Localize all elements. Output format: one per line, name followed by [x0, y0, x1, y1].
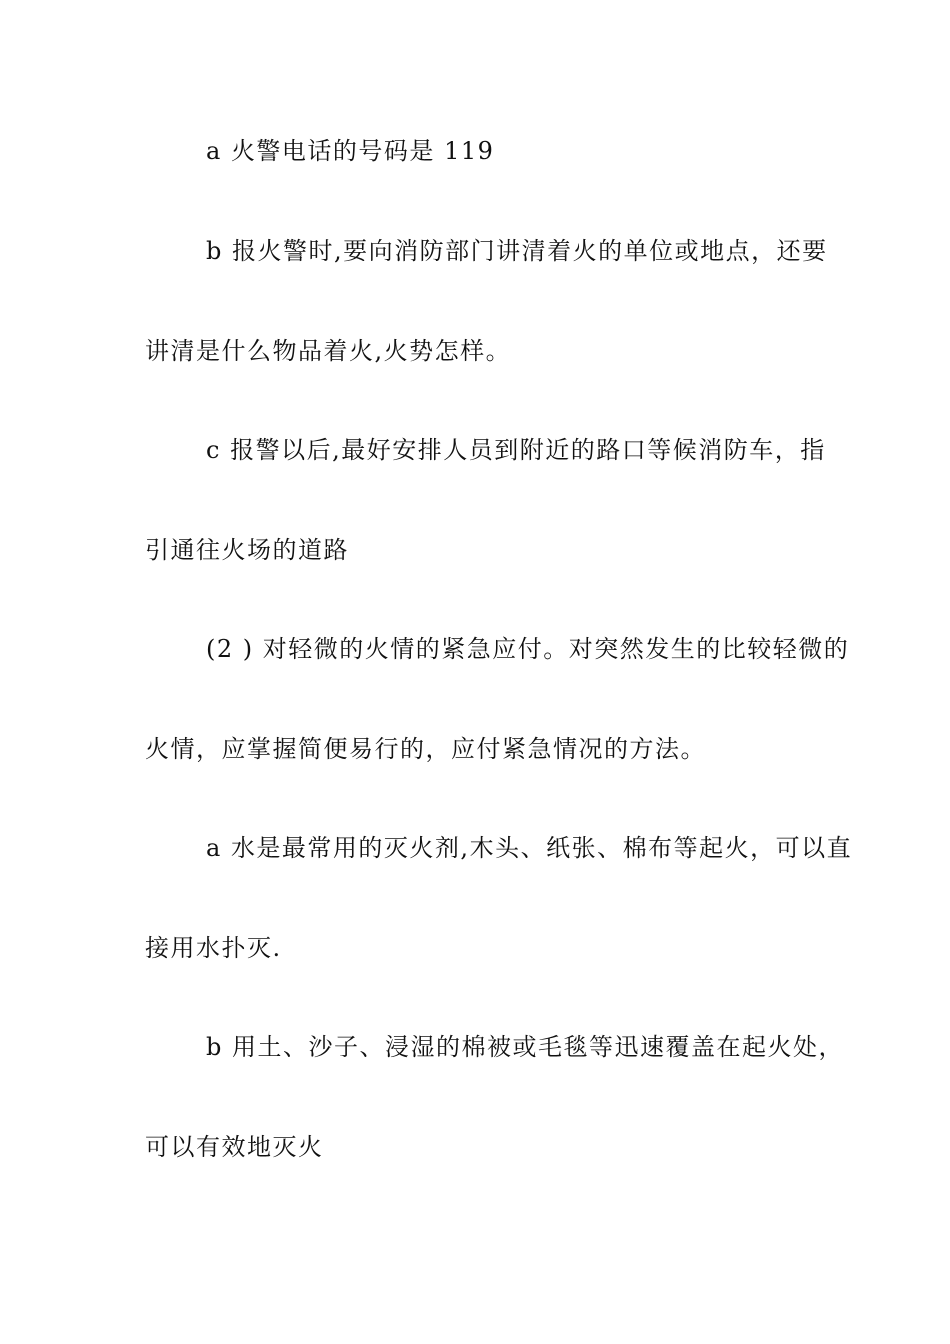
paragraph-line-b-cover-part2: 可以有效地灭火 — [145, 1133, 324, 1161]
paragraph-line-b-report-part2: 讲清是什么物品着火,火势怎样。 — [145, 337, 512, 365]
paragraph-line-c-after-report-part1: c 报警以后,最好安排人员到附近的路口等候消防车，指 — [206, 436, 826, 464]
paragraph-line-a-water-part1: a 水是最常用的灭火剂,木头、纸张、棉布等起火，可以直 — [206, 834, 853, 862]
paragraph-line-section-2-part1: (2 ) 对轻微的火情的紧急应付。对突然发生的比较轻微的 — [206, 635, 850, 663]
paragraph-line-b-report-part1: b 报火警时,要向消防部门讲清着火的单位或地点，还要 — [206, 237, 828, 265]
paragraph-line-a-fire-number: a 火警电话的号码是 119 — [206, 137, 495, 165]
paragraph-line-b-cover-part1: b 用土、沙子、浸湿的棉被或毛毯等迅速覆盖在起火处， — [206, 1033, 844, 1061]
paragraph-line-section-2-part2: 火情，应掌握简便易行的，应付紧急情况的方法。 — [145, 735, 706, 763]
paragraph-line-a-water-part2: 接用水扑灭. — [145, 934, 282, 962]
paragraph-line-c-after-report-part2: 引通往火场的道路 — [145, 536, 349, 564]
